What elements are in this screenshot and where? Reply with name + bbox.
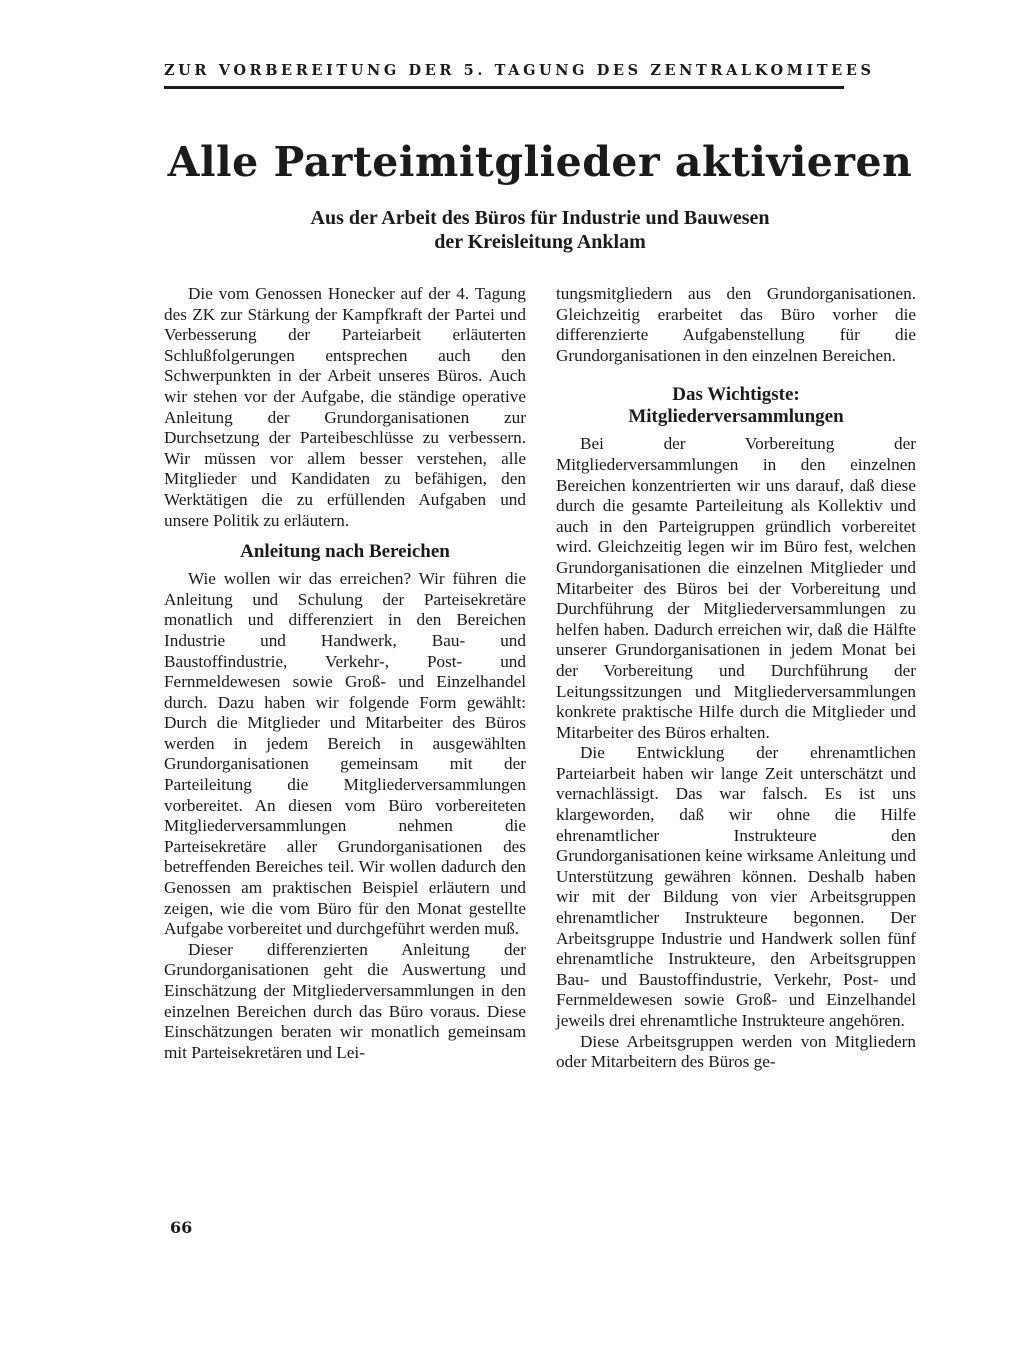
page-number: 66 [170,1218,193,1237]
article-title: Alle Parteimitglieder aktivieren [167,138,913,186]
subtitle-line-1: Aus der Arbeit des Büros für Industrie und Bauwesen [310,207,770,229]
paragraph: Diese Arbeitsgruppen werden von Mitgliedern oder Mitarbeitern des Büros ge- [556,1031,916,1072]
heading-line-2: Mitgliederversammlungen [628,406,844,428]
paragraph: Wie wollen wir das erreichen? Wir führen die Anleitung und Schulung der Parteisekretäre monatlich und differenziert in den Bereichen Industrie und Handwerk, Bau- und Baustoffindustrie, Verkehr-, Post- und Fernmeldewesen sowie Groß- und Einzelhandel durch. Dazu haben wir folgende Form gewählt: Durch die Mitglieder und Mitarbeiter des Büros werden in jedem Bereich in ausgewählten Grundorganisationen gemeinsam mit der Parteileitung die Mitgliederversammlungen vorbereitet. An diesen vom Büro vorbereiteten Mitgliederversammlungen nehmen die Parteisekretäre aller Grundorganisationen des betreffenden Bereiches teil. Wir wollen dadurch den Genossen am praktischen Beispiel erläutern und zeigen, wie die vom Büro für den Monat gestellte Aufgabe vorbereitet und durchgeführt werden muß. [164,569,526,939]
article-subtitle [200,206,880,254]
paragraph: Die Entwicklung der ehrenamtlichen Parteiarbeit haben wir lange Zeit unterschätzt und vernachlässigt. Das war falsch. Es ist uns klargeworden, daß wir ohne die Hilfe ehrenamtlicher Instrukteure den Grundorganisationen keine wirksame Anleitung und Unterstützung gewähren können. Deshalb haben wir mit der Bildung von vier Arbeitsgruppen ehrenamtlicher Instrukteure begonnen. Der Arbeitsgruppe Industrie und Handwerk sollen fünf ehrenamtliche Instrukteure, den Arbeitsgruppen Bau- und Baustoffindustrie, Verkehr, Post- und Fernmeldewesen sowie Groß- und Einzelhandel jeweils drei ehrenamtliche Instrukteure angehören. [556,743,916,1030]
paragraph: Die vom Genossen Honecker auf der 4. Tagung des ZK zur Stärkung der Kampfkraft der Partei und Verbesserung der Parteiarbeit erläuterten Schlußfolgerungen entsprechen auch den Schwerpunkten in der Arbeit unseres Büros. Auch wir stehen vor der Aufgabe, die ständige operative Anleitung der Grundorganisationen zur Durchsetzung der Parteibeschlüsse zu verbessern. Wir müssen vor allem besser verstehen, alle Mitglieder und Kandidaten zu befähigen, den Werktätigen die zu erfüllenden Aufgaben und unsere Politik zu erläutern. [164,284,526,530]
right-column [556,284,916,1073]
heading-line-1: Das Wichtigste: [672,384,800,406]
section-heading [556,384,916,428]
running-head: ZUR VORBEREITUNG DER 5. TAGUNG DES ZENTRALKOMITEES [164,62,875,79]
section-heading: Anleitung nach Bereichen [240,541,450,563]
paragraph: Dieser differenzierten Anleitung der Grundorganisationen geht die Auswertung und Einschätzung der Mitgliederversammlungen in den einzelnen Bereichen durch das Büro voraus. Diese Einschätzungen beraten wir monatlich gemeinsam mit Parteisekretären und Lei- [164,939,526,1062]
header-rule [164,86,844,89]
left-column [164,284,526,1063]
paragraph: tungsmitgliedern aus den Grundorganisationen. Gleichzeitig erarbeitet das Büro vorher die differenzierte Aufgabenstellung für die Grundorganisationen in den einzelnen Bereichen. [556,284,916,365]
paragraph: Bei der Vorbereitung der Mitgliederversammlungen in den einzelnen Bereichen konzentrierten wir uns darauf, daß diese durch die gesamte Parteileitung als Kollektiv und auch in den Parteigruppen gründlich vorbereitet wird. Gleichzeitig legen wir im Büro fest, welchen Grundorganisationen die einzelnen Mitglieder und Mitarbeiter des Büros bei der Vorbereitung und Durchführung der Mitgliederversammlungen zu helfen haben. Dadurch erreichen wir, daß die Hälfte unserer Grundorganisationen in jedem Monat bei der Vorbereitung und Durchführung der Leitungssitzungen und Mitgliederversammlungen konkrete praktische Hilfe durch die Mitglieder und Mitarbeiter des Büros erhalten. [556,434,916,742]
subtitle-line-2: der Kreisleitung Anklam [434,231,646,253]
